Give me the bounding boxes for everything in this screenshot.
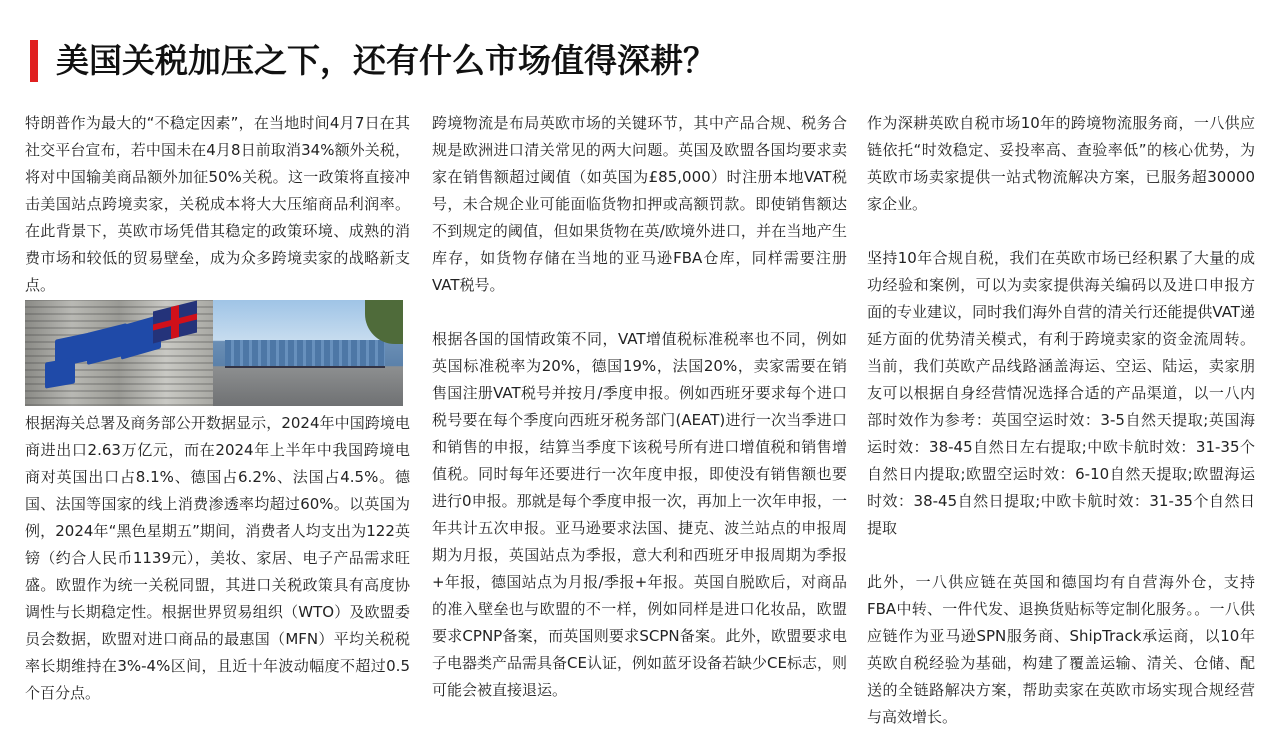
flags-image bbox=[25, 300, 213, 406]
warehouse-image bbox=[213, 300, 403, 406]
paragraph-company-intro: 作为深耕英欧自税市场10年的跨境物流服务商，一八供应链依托“时效稳定、妥投率高、查验率低”的核心优势，为英欧市场卖家提供一站式物流解决方案，已服务超30000家企业。 bbox=[867, 114, 1255, 213]
paragraph-customs-data: 根据海关总署及商务部公开数据显示，2024年中国跨境电商进出口2.63万亿元，而在2024年上半年中我国跨境电商对英国出口占8.1%、德国占6.2%、法国占4.5%。德国、法国等国家的线上消费渗透率均超过60%。以英国为例，2024年“黑色星期五”期间，消费者人均支出为122英镑（约合人民币1139元），美妆、家居、电子产品需求旺盛。欧盟作为统一关税同盟，其进口关税政策具有高度协调性与长期稳定性。根据世界贸易组织（WTO）及欧盟委员会数据，欧盟对进口商品的最惠国（MFN）平均关税税率长期维持在3%-4%区间，且近十年波动幅度不超过0.5个百分点。 bbox=[25, 414, 410, 702]
paragraph-compliance-services: 坚持10年合规自税，我们在英欧市场已经积累了大量的成功经验和案例，可以为卖家提供海关编码以及进口申报方面的专业建议，同时我们海外自营的清关行还能提供VAT递延方面的优势清关模式，有利于跨境卖家的资金流周转。当前，我们英欧产品线路涵盖海运、空运、陆运，卖家朋友可以根据自身经营情况选择合适的产品渠道，以一八内部时效作为参考：英国空运时效：3-5自然天提取;英国海运时效：38-45自然日左右提取;中欧卡航时效：31-35个自然日内提取;欧盟空运时效：6-10自然天提取;欧盟海运时效：38-45自然日提取;中欧卡航时效：31-35个自然日提取 bbox=[867, 249, 1255, 537]
article-column-3 bbox=[867, 110, 1255, 731]
paragraph-tariff-news: 特朗普作为最大的“不稳定因素”，在当地时间4月7日在其社交平台宣布，若中国未在4月8日前取消34%额外关税，将对中国输美商品额外加征50%关税。这一政策将直接冲击美国站点跨境卖家，关税成本将大大压缩商品利润率。在此背景下，英欧市场凭借其稳定的政策环境、成熟的消费市场和较低的贸易壁垒，成为众多跨境卖家的战略新支点。 bbox=[25, 114, 410, 294]
paragraph-vat-rates: 根据各国的国情政策不同，VAT增值税标准税率也不同，例如英国标准税率为20%，德国19%，法国20%，卖家需要在销售国注册VAT税号并按月/季度申报。例如西班牙要求每个进口税号要在每个季度向西班牙税务部门(AEAT)进行一次当季进口和销售的申报，结算当季度下该税号所有进口增值税和销售增值税。同时每年还要进行一次年度申报，即使没有销售额也要进行0申报。那就是每个季度申报一次，再加上一次年申报，一年共计五次申报。亚马逊要求法国、捷克、波兰站点的申报周期为月报，英国站点为季报，意大利和西班牙申报周期为季报+年报，德国站点为月报/季报+年报。英国自脱欧后，对商品的准入壁垒也与欧盟的不一样，例如同样是进口化妆品，欧盟要求CPNP备案，而英国则要求SCPN备案。此外，欧盟要求电子电器类产品需具备CE认证，例如蓝牙设备若缺少CE标志，则可能会被直接退运。 bbox=[432, 330, 847, 699]
article-column-1 bbox=[25, 110, 410, 707]
page-title: 美国关税加压之下，还有什么市场值得深耕？ bbox=[56, 41, 716, 80]
eu-flags-and-warehouse-photo bbox=[25, 300, 403, 406]
title-accent-bar bbox=[30, 40, 38, 82]
paragraph-logistics-compliance: 跨境物流是布局英欧市场的关键环节，其中产品合规、税务合规是欧洲进口清关常见的两大问题。英国及欧盟各国均要求卖家在销售额超过阈值（如英国为£85,000）时注册本地VAT税号，未合规企业可能面临货物扣押或高额罚款。即使销售额达不到规定的阈值，但如果货物在英/欧境外进口，并在当地产生库存，如货物存储在当地的亚马逊FBA仓库，同样需要注册VAT税号。 bbox=[432, 114, 847, 294]
paragraph-overseas-warehouse: 此外，一八供应链在英国和德国均有自营海外仓，支持FBA中转、一件代发、退换货贴标等定制化服务。。一八供应链作为亚马逊SPN服务商、ShipTrack承运商，以10年英欧自税经验为基础，构建了覆盖运输、清关、仓储、配送的全链路解决方案，帮助卖家在英欧市场实现合规经营与高效增长。 bbox=[867, 573, 1255, 726]
article-column-2 bbox=[432, 110, 847, 704]
